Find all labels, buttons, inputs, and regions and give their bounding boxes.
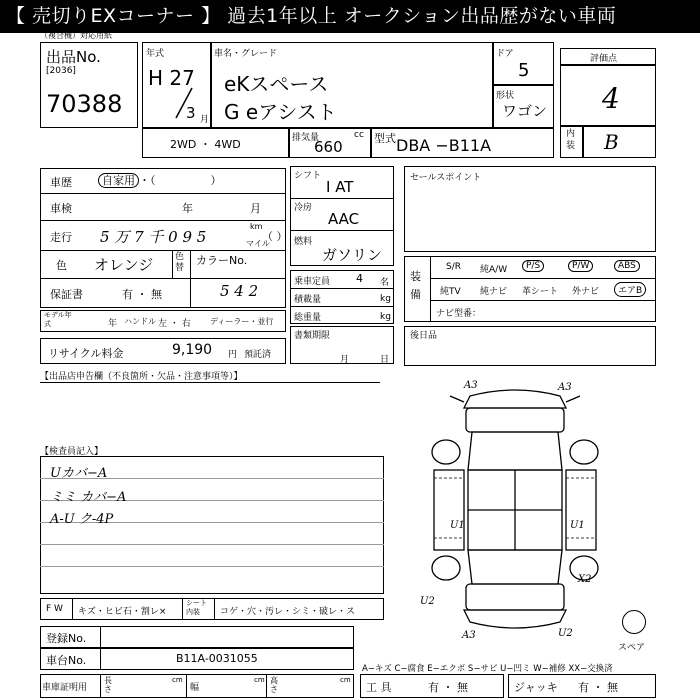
inspector-note-2: ミミ カバ−A — [50, 490, 127, 505]
equip-ext-navi: 外ナビ — [572, 287, 600, 297]
defects-list-2: コゲ・穴・汚レ・シミ・破レ・ス — [220, 607, 356, 617]
handle-value: 左 ・ 右 — [158, 319, 191, 329]
defects-list-1: キズ・ヒビ石・割レ× — [78, 607, 167, 617]
defects-seat-label: シート内装 — [186, 599, 207, 616]
lot-number: 70388 — [46, 90, 123, 118]
interior-label: 内装 — [566, 129, 576, 151]
form-subtitle: （複合機）対応用紙 — [40, 31, 112, 40]
lot-label: 出品No. — [46, 48, 101, 66]
car-grade: G eアシスト — [224, 100, 337, 124]
equip-abs: ABS — [614, 260, 640, 272]
model-year-unit: 年 — [108, 319, 118, 329]
capacity-unit: 名 — [380, 278, 390, 288]
inspector-label: 【検査員記入】 — [40, 447, 104, 457]
mark-a3-front-right: A3 — [558, 382, 572, 393]
mark-u2-rear: U2 — [558, 628, 573, 638]
cert-width: 幅 — [190, 683, 200, 693]
shape-value: ワゴン — [502, 102, 548, 120]
chassis-label: 車台No. — [46, 654, 87, 667]
mark-x2: X2 — [578, 574, 592, 585]
year-value: 27 — [169, 66, 195, 90]
ac-value: AAC — [328, 210, 360, 228]
year-era: H — [148, 66, 164, 90]
cert-label: 車庫証明用 — [42, 683, 88, 693]
inspector-note-3: A-U ク-4P — [50, 512, 114, 527]
mark-u1-right: U1 — [570, 520, 585, 531]
mileage-value: 5 万 7 千 0 9 5 — [100, 228, 207, 246]
mileage-unit-mile: マイル — [246, 239, 270, 248]
capacity-value: 4 — [356, 272, 363, 285]
mileage-unit-km: km — [250, 222, 263, 231]
interior-value: B — [604, 130, 619, 154]
color-label: 色 — [56, 259, 67, 272]
shift-value: I AT — [326, 178, 354, 196]
gross-unit: kg — [380, 312, 391, 322]
load-label: 積載量 — [294, 295, 322, 305]
banner: 【 売切りEXコーナー 】 過去1年以上 オークション出品歴がない車両 — [0, 0, 700, 33]
model-year-label: モデル年式 — [44, 311, 72, 328]
displacement-value: 660 — [314, 138, 343, 156]
recycle-note: 預託済 — [244, 350, 272, 360]
shape-label: 形状 — [496, 91, 515, 101]
history-value: 自家用 — [98, 173, 139, 188]
fuel-value: ガソリン — [322, 246, 383, 264]
year-month: 3 — [186, 104, 196, 122]
mileage-note: （ ） — [262, 230, 288, 243]
jack-label: ジャッキ — [514, 681, 558, 694]
mark-u2-left: U2 — [420, 596, 435, 607]
history-rest: ・（ ） — [139, 174, 222, 187]
lot-code: [2036] — [46, 66, 76, 76]
sales-point-label: セールスポイント — [410, 173, 482, 183]
recycle-label: リサイクル料金 — [48, 347, 124, 360]
inspection-year-unit: 年 — [182, 202, 193, 215]
drive-value: 2WD ・ 4WD — [170, 138, 241, 151]
score-label: 評価点 — [590, 54, 618, 64]
mark-a3-front-left: A3 — [464, 380, 478, 391]
history-label: 車歴 — [50, 176, 72, 189]
doors-label: ドア — [496, 49, 514, 59]
mark-a3-rear: A3 — [462, 630, 476, 638]
defects-fw-label: F W — [46, 604, 63, 614]
reg-expiry-day-unit: 日 — [380, 355, 390, 365]
equip-navi-model: ナビ型番： — [436, 309, 482, 319]
tools-label: 工 具 — [366, 681, 392, 694]
registration-row — [40, 626, 354, 648]
inspector-note-1: Uカバ−A — [50, 466, 108, 481]
reg-expiry-month-unit: 月 — [340, 355, 350, 365]
inspection-label: 車検 — [50, 202, 72, 215]
gross-label: 総重量 — [294, 313, 322, 323]
capacity-label: 乗車定員 — [294, 277, 331, 287]
inspection-month-unit: 月 — [250, 202, 261, 215]
displacement-label: 排気量 — [292, 133, 320, 143]
year-month-unit: 月 — [200, 115, 210, 125]
equip-pw: P/W — [568, 260, 593, 272]
mileage-label: 走行 — [50, 231, 72, 244]
spare-label: スペア — [618, 643, 646, 653]
displacement-unit: cc — [354, 130, 364, 140]
handle-label: ハンドル — [124, 317, 156, 326]
equip-ps: P/S — [522, 260, 544, 272]
warranty-label: 保証書 — [50, 288, 83, 301]
recycle-value: 9,190 — [172, 342, 213, 358]
cert-unit-3: cm — [340, 676, 351, 684]
spare-tire-icon — [622, 610, 646, 634]
seller-notes-label: 【出品店申告欄（不良箇所・欠品・注意事項等）】 — [40, 372, 243, 382]
later-items-box — [404, 326, 656, 366]
registration-label: 登録No. — [46, 632, 87, 645]
reg-expiry-label: 書類期限 — [294, 331, 331, 341]
cert-length: 長さ — [104, 676, 112, 694]
color-no-label: カラーNo. — [196, 254, 248, 267]
year-label: 年式 — [146, 49, 165, 59]
doors-value: 5 — [518, 60, 530, 81]
load-unit: kg — [380, 294, 391, 304]
chassis-value: B11A-0031055 — [176, 652, 258, 665]
color-change-label: 色替 — [175, 252, 185, 273]
car-name: eKスペース — [224, 72, 329, 96]
shift-label: シフト — [294, 171, 322, 181]
cert-unit-1: cm — [172, 676, 183, 684]
fuel-label: 燃料 — [294, 237, 313, 247]
equip-alloy: 純A/W — [480, 265, 508, 275]
later-items-label: 後日品 — [410, 331, 438, 341]
equip-sr: S/R — [446, 262, 461, 272]
mark-u1-left: U1 — [450, 520, 465, 531]
equip-tv: 純TV — [440, 287, 461, 297]
cert-unit-2: cm — [254, 676, 265, 684]
ac-label: 冷房 — [294, 203, 313, 213]
car-label: 車名・グレード — [214, 49, 278, 59]
car-damage-diagram — [410, 378, 620, 638]
model-type-value: DBA −B11A — [396, 136, 492, 155]
defect-legend: A−キズ C−腐食 E−エクボ S−サビ U−凹ミ W−補修 XX−交換済 — [362, 664, 613, 674]
cert-height: 高さ — [270, 676, 278, 694]
color-value: オレンジ — [94, 256, 154, 274]
recycle-unit: 円 — [228, 350, 238, 360]
score-value: 4 — [602, 82, 620, 115]
color-no-value: 5 4 2 — [220, 282, 259, 300]
equip-airbag: エアB — [614, 282, 646, 297]
equip-leather: 革シート — [522, 287, 559, 297]
jack-value: 有 ・ 無 — [578, 681, 618, 694]
model-type-label: 型式 — [374, 132, 396, 145]
dealer-label: ディーラー・並行 — [210, 317, 274, 326]
tools-value: 有 ・ 無 — [428, 681, 468, 694]
warranty-value: 有 ・ 無 — [122, 288, 162, 301]
equipment-label: 装備 — [410, 270, 421, 301]
equip-navi: 純ナビ — [480, 287, 508, 297]
